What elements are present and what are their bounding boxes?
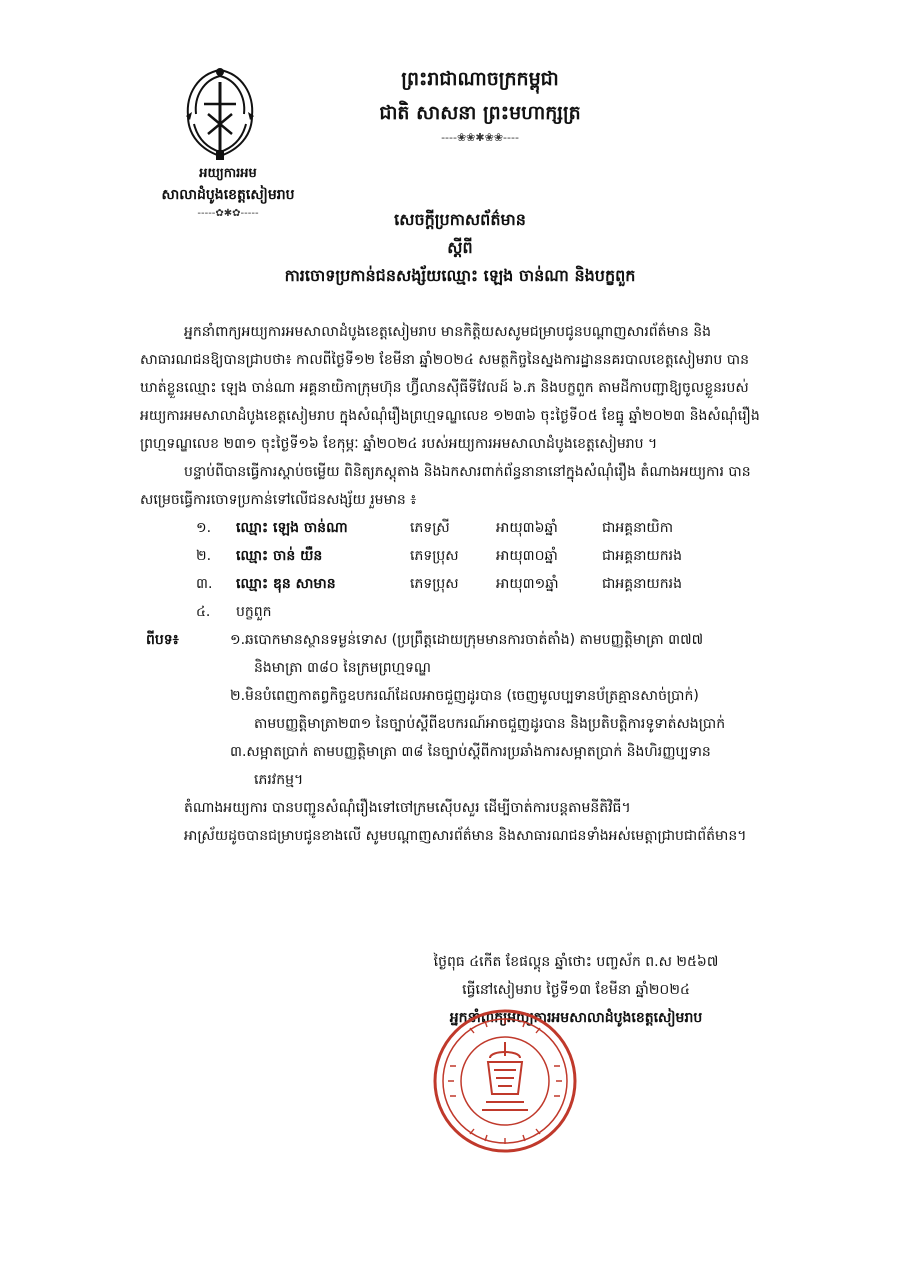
- charge-1: ១.ឆបោកមានស្ថានទម្ងន់ទោស (ប្រព្រឹត្តដោយក្រុមមានការចាត់តាំង) តាមបញ្ញត្តិមាត្រា ៣៧៧: [230, 632, 704, 648]
- kingdom-heading: [300, 62, 660, 146]
- suspect-row: [196, 542, 770, 570]
- ministry-line1: អយ្យការអម: [199, 166, 257, 181]
- charge-3: ៣.សម្អាតប្រាក់ តាមបញ្ញត្តិមាត្រា ៣៨ នៃច្បាប់ស្តីពីការប្រឆាំងការសម្អាតប្រាក់ និងហិរញ្ញប្បទាន: [230, 744, 711, 760]
- suspect-age: អាយុ៣០ឆ្នាំ: [496, 548, 558, 564]
- charge-2-cont: តាមបញ្ញត្តិមាត្រា២៣១ នៃច្បាប់ស្តីពីឧបករណ៍អាចជួញដូរបាន និងប្រតិបត្តិការទូទាត់សងប្រាក់: [254, 716, 726, 732]
- suspect-role: ជាអគ្គនាយិកា: [602, 520, 674, 536]
- charges-block: [140, 626, 770, 794]
- charge-2: ២.មិនបំពេញកាតព្វកិច្ចឧបករណ៍ដែលអាចជួញដូរបាន (ចេញមូលប្បទានប័ត្រគ្មានសាច់ប្រាក់): [230, 688, 699, 704]
- suspect-name: បក្ខពួក: [236, 604, 272, 620]
- paragraph-2: បន្ទាប់ពីបានធ្វើការស្តាប់ចម្លើយ ពិនិត្យភស្តុតាង និងឯកសារពាក់ព័ន្ធនានានៅក្នុងសំណុំរឿង តំណាងអយ្យការ បានសម្រេចធ្វើការចោទប្រកាន់ទៅលើជនសង្ស័យ រួមមាន ៖: [140, 464, 751, 508]
- emblem-icon: [178, 64, 262, 164]
- charges-list: [230, 626, 770, 794]
- paragraph-3: តំណាងអយ្យការ បានបញ្ជូនសំណុំរឿងទៅចៅក្រមស៊ើបសួរ ដើម្បីចាត់ការបន្តតាមនីតិវិធី។: [184, 800, 631, 816]
- suspect-number: ១.: [196, 520, 212, 536]
- suspect-number: ២.: [196, 548, 212, 564]
- title-line3: ការចោទប្រកាន់ជនសង្ស័យឈ្មោះ ឡេង ចាន់ណា និងបក្ខពួក: [284, 266, 636, 285]
- suspect-sex: ភេទប្រុស: [410, 576, 459, 592]
- document-title: [150, 206, 770, 290]
- date-solar: ធ្វើនៅសៀមរាប ថ្ងៃទី១៣ ខែមីនា ឆ្នាំ២០២៤: [462, 982, 690, 998]
- document-body: [140, 318, 770, 850]
- suspect-number: ៣.: [196, 576, 213, 592]
- ministry-ornament: -----✿✱✿-----: [197, 208, 259, 219]
- paragraph-1: អ្នកនាំពាក្យអយ្យការអមសាលាដំបូងខេត្តសៀមរាប មានកិត្តិយសសូមជម្រាបជូនបណ្ដាញសារព័ត៌មាន និងសាធារណជនឱ្យបានជ្រាបថា៖ កាលពីថ្ងៃទី១២ ខែមីនា ឆ្នាំ២០២៤ សមត្ថកិច្ចនៃស្នងការដ្ឋាននគរបាលខេត្តសៀមរាប បានឃាត់ខ្លួនឈ្មោះ ឡេង ចាន់ណា អគ្គនាយិកាក្រុមហ៊ុន ហ្វ៊ីលានស៊ីធីទីវែលដ៍ ៦.ភ និងបក្ខពួក តាមដីកាបញ្ជាឱ្យចូលខ្លួនរបស់អយ្យការអមសាលាដំបូងខេត្តសៀមរាប ក្នុងសំណុំរឿងព្រហ្មទណ្ឌលេខ ១២៣៦ ចុះថ្ងៃទី០៥ ខែធ្នូ ឆ្នាំ២០២៣ និងសំណុំរឿងព្រហ្មទណ្ឌលេខ ២៣១ ចុះថ្ងៃទី១៦ ខែកុម្ភៈ ឆ្នាំ២០២៤ របស់អយ្យការអមសាលាដំបូងខេត្តសៀមរាប ។: [140, 324, 760, 452]
- charges-label: ពីបទ៖: [146, 632, 179, 648]
- signatory-title: អ្នកនាំពាក្យអយ្យការអមសាលាដំបូងខេត្តសៀមរាប: [449, 1010, 703, 1026]
- suspect-name: ឈ្មោះ ឌុន សាមាន: [236, 576, 336, 592]
- suspect-name: ឈ្មោះ ឡេង ចាន់ណា: [236, 520, 348, 536]
- official-seal-icon: [430, 1006, 580, 1156]
- suspect-name: ឈ្មោះ ចាន់ យឺន: [236, 548, 323, 564]
- suspect-number: ៤.: [196, 604, 211, 620]
- suspect-age: អាយុ៣១ឆ្នាំ: [496, 576, 559, 592]
- kingdom-line1: ព្រះរាជាណាចក្រកម្ពុជា: [401, 68, 559, 90]
- suspect-row: [196, 514, 770, 542]
- paragraph-4: អាស្រ័យដូចបានជម្រាបជូនខាងលើ សូមបណ្ដាញសារព័ត៌មាន និងសាធារណជនទាំងអស់មេត្តាជ្រាបជាព័ត៌មាន។: [184, 828, 747, 844]
- suspect-sex: ភេទស្រី: [410, 520, 450, 536]
- kingdom-line2: ជាតិ សាសនា ព្រះមហាក្សត្រ: [379, 102, 581, 124]
- suspect-row: [196, 570, 770, 598]
- suspect-age: អាយុ៣៦ឆ្នាំ: [496, 520, 558, 536]
- ministry-line2: សាលាដំបូងខេត្តសៀមរាប: [161, 187, 295, 203]
- suspect-role: ជាអគ្គនាយករង: [602, 576, 682, 592]
- suspect-sex: ភេទប្រុស: [410, 548, 459, 564]
- charge-3-cont: ភេរវកម្ម។: [254, 772, 304, 788]
- date-lunar: ថ្ងៃពុធ ៤កើត ខែផល្គុន ឆ្នាំថោះ បញ្ចស័ក ព.ស ២៥៦៧: [433, 954, 719, 970]
- suspect-row: [196, 598, 770, 626]
- title-line2: ស្តីពី: [447, 238, 473, 257]
- kingdom-ornament: ----❀❀✱❀❀----: [441, 131, 519, 144]
- suspect-list: [196, 514, 770, 626]
- title-line1: សេចក្តីប្រកាសព័ត៌មាន: [394, 210, 526, 229]
- suspect-role: ជាអគ្គនាយករង: [602, 548, 682, 564]
- charge-1-cont: និងមាត្រា ៣៨០ នៃក្រមព្រហ្មទណ្ឌ: [254, 660, 431, 676]
